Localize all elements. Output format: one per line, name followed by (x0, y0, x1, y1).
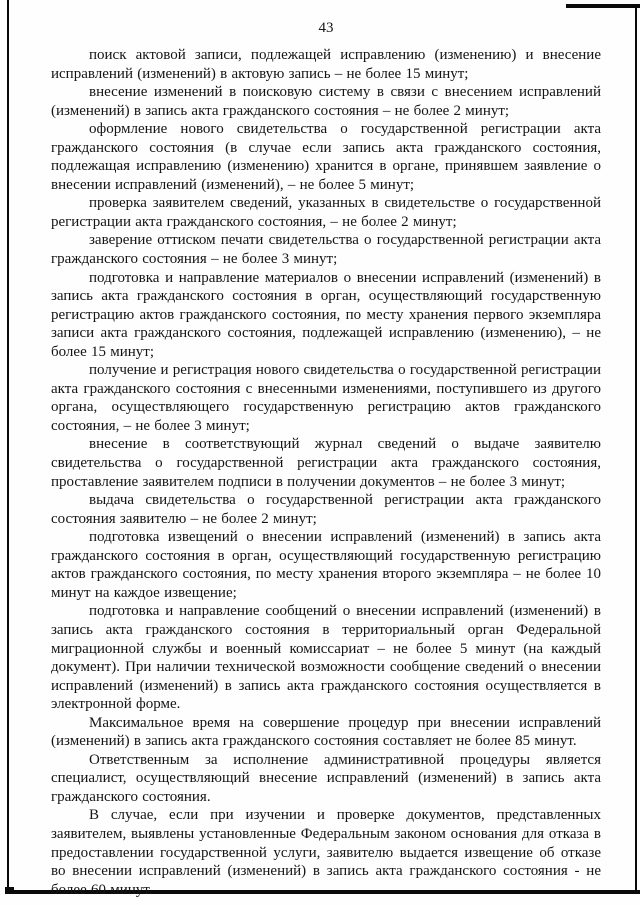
paragraph: В случае, если при изучении и проверке документов, представленных заявителем, выявлены установленные Федеральным законом основания для отказа в предоставлении государственной услуги, заявителю выдается извещение об отказе во внесении исправлений (изменений) в запись акта гражданского состояния - не более 60 минут. (51, 807, 601, 898)
paragraph: Максимальное время на совершение процедур при внесении исправлений (изменений) в запись акта гражданского состояния составляет не более 85 минут. (51, 714, 601, 750)
scan-artifact-top-right (566, 4, 640, 8)
scan-artifact-right-edge (635, 4, 637, 893)
paragraph: проверка заявителем сведений, указанных в свидетельстве о государственной регистрации акта гражданского состояния, – не более 2 минут; (51, 195, 601, 230)
paragraph: внесение изменений в поисковую систему в связи с внесением исправлений (изменений) в запись акта гражданского состояния – не более 2 минут; (51, 84, 601, 119)
paragraph: внесение в соответствующий журнал сведений о выдаче заявителю свидетельства о государственной регистрации акта гражданского состояния, проставление заявителем подписи в получении документов – не более 3 минут; (51, 436, 601, 490)
paragraph: заверение оттиском печати свидетельства о государственной регистрации акта гражданского состояния – не более 3 минут; (51, 232, 601, 268)
paragraph: поиск актовой записи, подлежащей исправлению (изменению) и внесение исправлений (изменений) в актовую запись – не более 15 минут; (51, 47, 601, 82)
scan-artifact-left-edge (7, 0, 9, 891)
scan-artifact-bottom-left (5, 887, 14, 894)
paragraph: выдача свидетельства о государственной регистрации акта гражданского состояния заявителю – не более 2 минут; (51, 492, 601, 527)
paragraph: Ответственным за исполнение административной процедуры является специалист, осуществляющий внесение исправлений (изменений) в запись акта гражданского состояния. (51, 751, 601, 805)
page-number: 43 (318, 20, 334, 36)
paragraph: подготовка и направление сообщений о внесении исправлений (изменений) в запись акта гражданского состояния в территориальный орган Федеральной миграционной службы и военный комиссариат – не более 5 минут (на каждый документ). При наличии технической возможности сообщение сведений о внесении исправлений (изменений) в запись акта гражданского состояния осуществляется в электронной форме. (51, 603, 601, 713)
paragraph: оформление нового свидетельства о государственной регистрации акта гражданского состояния (в случае если запись акта гражданского состояния, подлежащая исправлению (изменению) хранится в органе, принявшем заявление о внесении исправлений (изменений), – не более 5 минут; (51, 121, 601, 193)
document-page (51, 20, 601, 899)
paragraph: подготовка и направление материалов о внесении исправлений (изменений) в запись акта гражданского состояния в орган, осуществляющий государственную регистрацию актов гражданского состояния, по месту хранения первого экземпляра записи акта гражданского состояния, подлежащей исправлению (изменению), – не более 15 минут; (51, 269, 601, 360)
paragraph: подготовка извещений о внесении исправлений (изменений) в запись акта гражданского состояния в орган, осуществляющий государственную регистрацию актов гражданского состояния, по месту хранения второго экземпляра – не более 10 минут на каждое извещение; (51, 529, 601, 601)
paragraph: получение и регистрация нового свидетельства о государственной регистрации акта гражданского состояния с внесенными изменениями, поступившего из другого органа, осуществляющего государственную регистрацию актов гражданского состояния, – не более 3 минут; (51, 362, 601, 434)
